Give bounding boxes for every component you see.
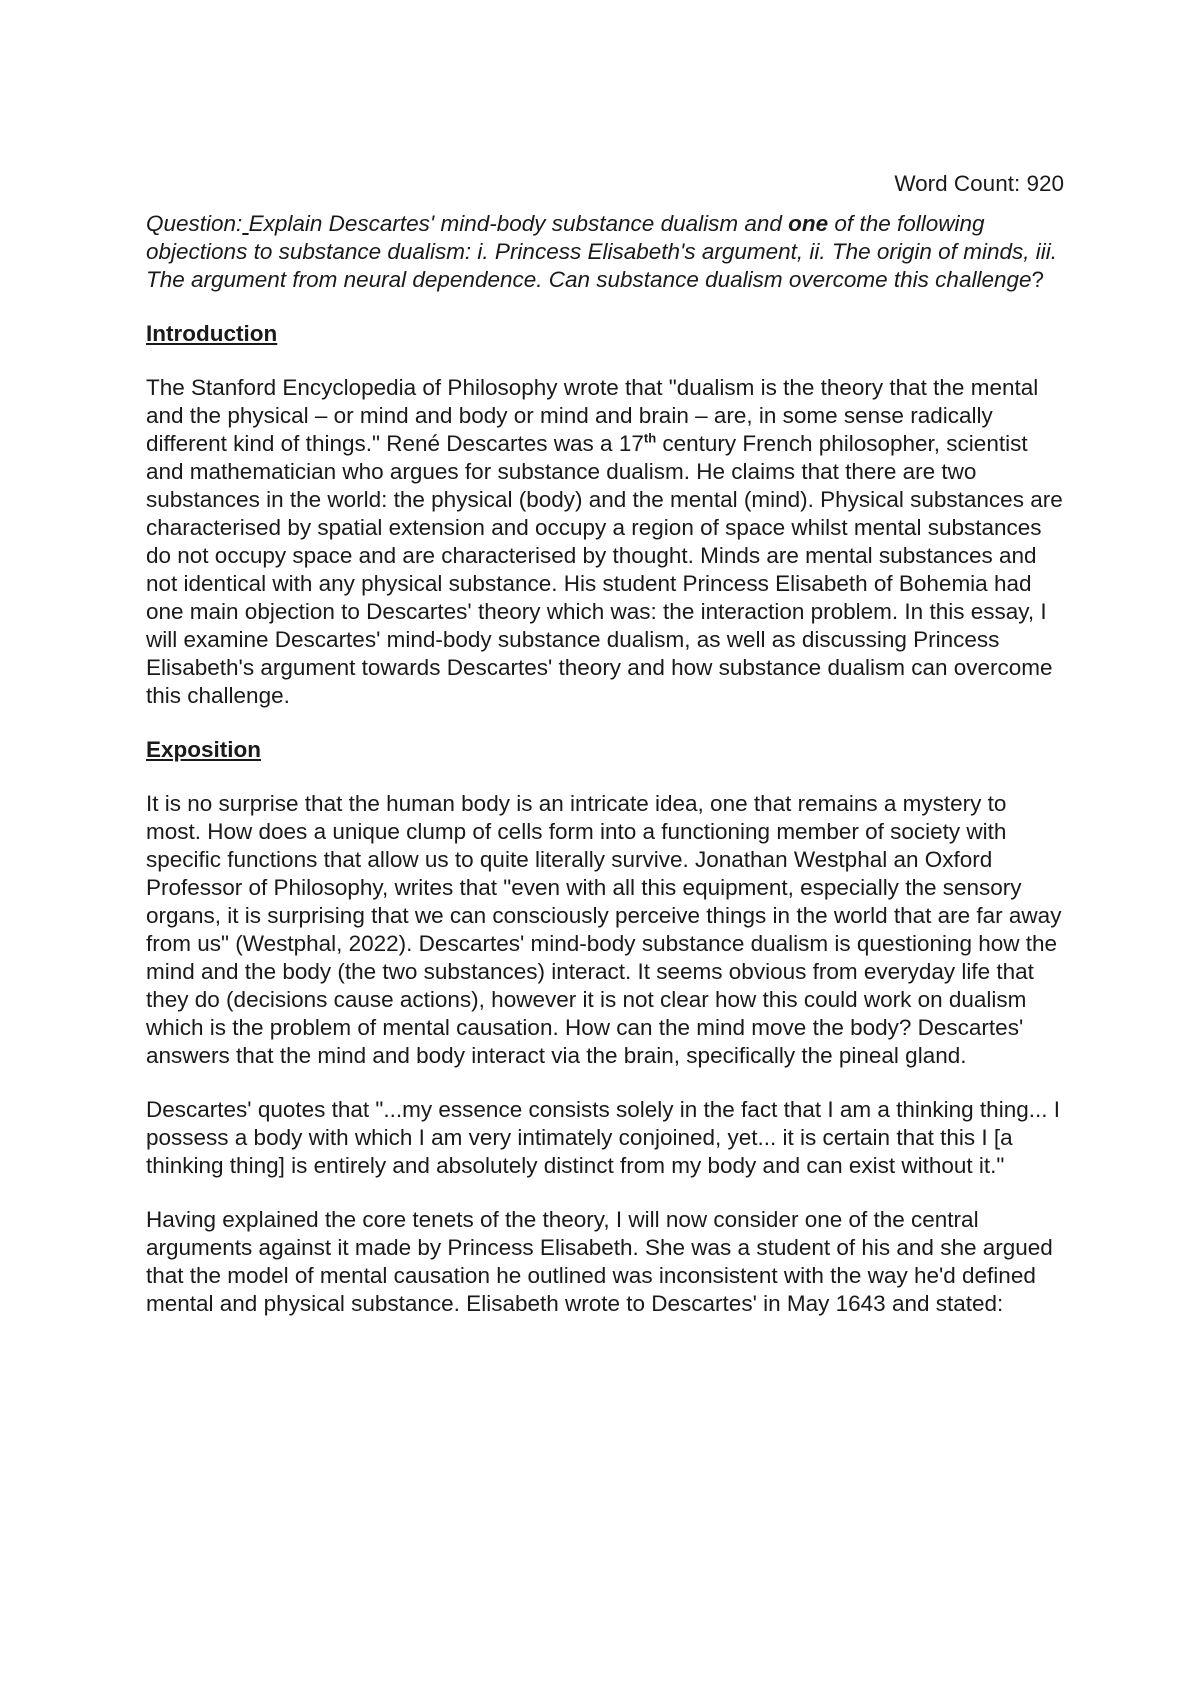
document-page [146, 170, 1064, 1344]
introduction-text-part2: century French philosopher, scientist and mathematician who argues for substance dualism. He claims that there are two substances in the world: the physical (body) and the mental (mind). Physical substances are characterised by spatial extension and occupy a region of space whilst mental substances do not occupy space and are characterised by thought. Minds are mental substances and not identical with any physical substance. His student Princess Elisabeth of Bohemia had one main objection to Descartes' theory which was: the interaction problem. In this essay, I will examine Descartes' mind-body substance dualism, as well as discussing Princess Elisabeth's argument towards Descartes' theory and how substance dualism can overcome this challenge. [146, 431, 1063, 708]
exposition-paragraph-2: Descartes' quotes that "...my essence consists solely in the fact that I am a thinking thing... I possess a body with which I am very intimately conjoined, yet... it is certain that this I [a thinking thing] is entirely and absolutely distinct from my body and can exist without it." [146, 1097, 1060, 1178]
ordinal-superscript: th [643, 430, 657, 446]
exposition-paragraph-3: Having explained the core tenets of the theory, I will now consider one of the central arguments against it made by Princess Elisabeth. She was a student of his and she argued that the model of mental causation he outlined was inconsistent with the way he'd defined mental and physical substance. Elisabeth wrote to Descartes' in May 1643 and stated: [146, 1207, 1053, 1316]
question-rest: of the following objections to substance dualism: i. Princess Elisabeth's argument, ii. The origin of minds, iii. The argument from neural dependence. Can substance dualism overcome this challenge [146, 211, 1057, 292]
essay-question [146, 210, 1064, 294]
introduction-text-part1: The Stanford Encyclopedia of Philosophy wrote that "dualism is the theory that the mental and the physical – or mind and body or mind and brain – are, in some sense radically different kind of things." René Descartes was a 17 [146, 375, 1039, 456]
question-end: ? [1031, 267, 1045, 292]
question-emphasis: one [788, 211, 829, 236]
word-count: Word Count: 920 [894, 171, 1064, 196]
introduction-paragraph [146, 374, 1064, 710]
exposition-paragraph-1: It is no surprise that the human body is an intricate idea, one that remains a mystery to most. How does a unique clump of cells form into a functioning member of society with specific functions that allow us to quite literally survive. Jonathan Westphal an Oxford Professor of Philosophy, writes that "even with all this equipment, especially the sensory organs, it is surprising that we can consciously perceive things in the world that are far away from us" (Westphal, 2022). Descartes' mind-body substance dualism is questioning how the mind and the body (the two substances) interact. It seems obvious from everyday life that they do (decisions cause actions), however it is not clear how this could work on dualism which is the problem of mental causation. How can the mind move the body? Descartes' answers that the mind and body interact via the brain, specifically the pineal gland. [146, 791, 1062, 1068]
question-lead: Explain Descartes' mind-body substance dualism and [248, 211, 789, 236]
question-prefix: Question: [146, 211, 243, 236]
introduction-heading: Introduction [146, 321, 278, 346]
exposition-heading: Exposition [146, 737, 262, 762]
